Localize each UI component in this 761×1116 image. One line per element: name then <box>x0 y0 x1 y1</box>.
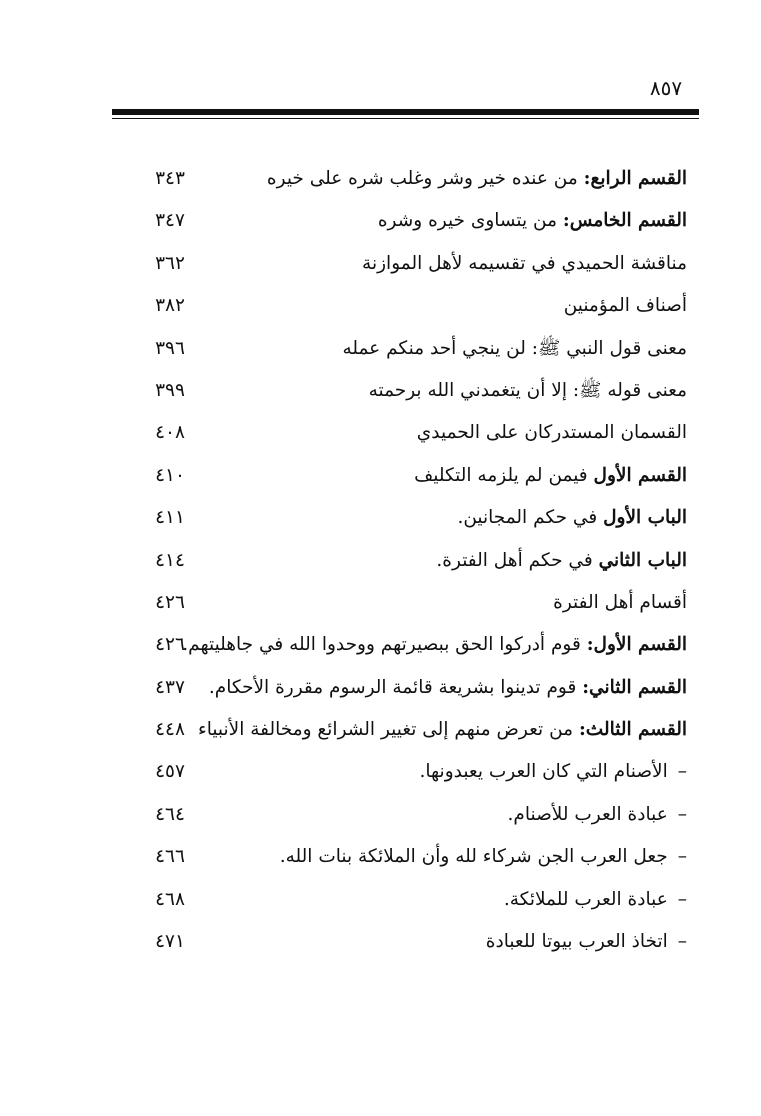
toc-entry-title <box>436 544 687 578</box>
toc-entry-bullet: – <box>677 761 687 783</box>
toc-page-number: ٣٨٢ <box>155 295 185 317</box>
table-of-contents <box>112 162 687 967</box>
toc-entry-text: فيمن لم يلزمه التكليف <box>414 464 594 486</box>
toc-page-number: ٤٢٦ <box>155 634 185 656</box>
toc-entry <box>112 925 687 967</box>
toc-entry-title <box>457 501 687 535</box>
toc-entry-text: جعل العرب الجن شركاء لله وأن الملائكة بنات الله. <box>279 846 668 868</box>
toc-entry-label: القسم الثاني: <box>582 676 687 698</box>
toc-entry-text: معنى قوله ﷺ: إلا أن يتغمدني الله برحمته <box>368 379 687 401</box>
toc-entry-title <box>564 289 687 323</box>
toc-entry-label: القسم الأول: <box>586 634 687 656</box>
toc-entry <box>112 628 687 670</box>
toc-entry-title <box>369 374 687 408</box>
toc-entry-text: قوم أدركوا الحق ببصيرتهم ووحدوا الله في جاهليتهم. <box>182 634 587 656</box>
toc-entry-text: مناقشة الحميدي في تقسيمه لأهل الموازنة <box>362 252 687 274</box>
toc-page-number: ٤١٠ <box>155 464 185 486</box>
toc-entry-bullet: – <box>677 803 687 825</box>
toc-entry-label: الباب الثاني <box>598 549 687 571</box>
toc-entry-label: القسم الخامس: <box>562 210 687 232</box>
toc-entry <box>112 501 687 543</box>
toc-page-number: ٤٦٦ <box>155 846 185 868</box>
toc-page-number: ٣٤٣ <box>155 168 185 189</box>
toc-entry-label: القسم الرابع: <box>583 168 687 189</box>
toc-entry-title <box>414 459 687 493</box>
toc-entry-text: الأصنام التي كان العرب يعبدونها. <box>419 761 668 783</box>
toc-entry-label: القسم الثالث: <box>578 719 687 741</box>
toc-entry-label: الباب الأول <box>603 507 687 529</box>
toc-page-number: ٤٧١ <box>155 931 185 953</box>
toc-page-number: ٣٩٦ <box>155 337 185 359</box>
toc-entry-text: من يتساوى خيره وشره <box>377 210 563 232</box>
toc-entry-text: أقسام أهل الفترة <box>553 591 687 613</box>
header-rule-thick <box>112 109 699 115</box>
toc-entry-title <box>417 416 687 450</box>
toc-page-number: ٤٣٧ <box>155 676 185 698</box>
toc-entry <box>112 671 687 713</box>
toc-entry-text: عبادة العرب للأصنام. <box>507 803 668 825</box>
toc-entry-text: في حكم أهل الفترة. <box>436 549 599 571</box>
toc-entry <box>112 755 687 797</box>
toc-page-number: ٤١١ <box>155 507 185 529</box>
toc-entry <box>112 374 687 416</box>
toc-entry-text: عبادة العرب للملائكة. <box>503 888 668 910</box>
toc-entry <box>112 798 687 840</box>
toc-entry-title <box>209 671 687 705</box>
toc-entry-title <box>420 755 687 789</box>
toc-entry-text: من تعرض منهم إلى تغيير الشرائع ومخالفة الأنبياء <box>198 719 579 741</box>
toc-entry-text: أصناف المؤمنين <box>563 295 687 317</box>
toc-entry-bullet: – <box>677 846 687 868</box>
toc-entry-text: من عنده خير وشر وغلب شره على خيره <box>266 168 584 189</box>
toc-page-number: ٤٦٨ <box>155 888 185 910</box>
toc-entry <box>112 883 687 925</box>
header-rule-thin <box>112 118 699 119</box>
toc-entry-text: في حكم المجانين. <box>457 507 604 529</box>
toc-entry-bullet: – <box>677 931 687 953</box>
page-number: ٨٥٧ <box>649 76 683 100</box>
toc-entry-title <box>342 332 687 366</box>
toc-entry <box>112 332 687 374</box>
toc-page-number: ٣٩٩ <box>155 379 185 401</box>
toc-entry-title <box>486 925 687 959</box>
toc-entry-title <box>182 628 687 662</box>
toc-entry-title <box>362 247 687 281</box>
toc-entry-title <box>508 798 687 832</box>
toc-page-number: ٤٤٨ <box>155 719 185 741</box>
toc-entry-title <box>267 162 687 196</box>
toc-entry-text: قوم تدينوا بشريعة قائمة الرسوم مقررة الأحكام. <box>208 676 583 698</box>
toc-page-number: ٤٠٨ <box>155 422 185 444</box>
toc-page-number: ٣٤٧ <box>155 210 185 232</box>
toc-entry-title <box>280 840 687 874</box>
toc-entry-label: القسم الأول <box>593 464 687 486</box>
toc-page-number: ٤٦٤ <box>155 803 185 825</box>
toc-entry-bullet: – <box>677 888 687 910</box>
toc-entry-title <box>553 586 687 620</box>
toc-page-number: ٤١٤ <box>155 549 185 571</box>
toc-entry <box>112 459 687 501</box>
toc-page-number: ٤٥٧ <box>155 761 185 783</box>
toc-entry <box>112 544 687 586</box>
toc-entry <box>112 713 687 755</box>
toc-entry-title <box>504 883 687 917</box>
toc-entry-text: القسمان المستدركان على الحميدي <box>416 422 687 444</box>
toc-entry <box>112 586 687 628</box>
toc-page-number: ٤٢٦ <box>155 591 185 613</box>
toc-entry-text: معنى قول النبي ﷺ: لن ينجي أحد منكم عمله <box>342 337 687 359</box>
toc-entry <box>112 416 687 458</box>
toc-entry-text: اتخاذ العرب بيوتا للعبادة <box>485 931 668 953</box>
toc-entry-title <box>378 204 687 238</box>
toc-entry <box>112 840 687 882</box>
toc-entry-title <box>198 713 687 747</box>
toc-entry <box>112 204 687 246</box>
toc-entry <box>112 247 687 289</box>
toc-entry <box>112 289 687 331</box>
toc-page-number: ٣٦٢ <box>155 252 185 274</box>
toc-entry <box>112 162 687 204</box>
